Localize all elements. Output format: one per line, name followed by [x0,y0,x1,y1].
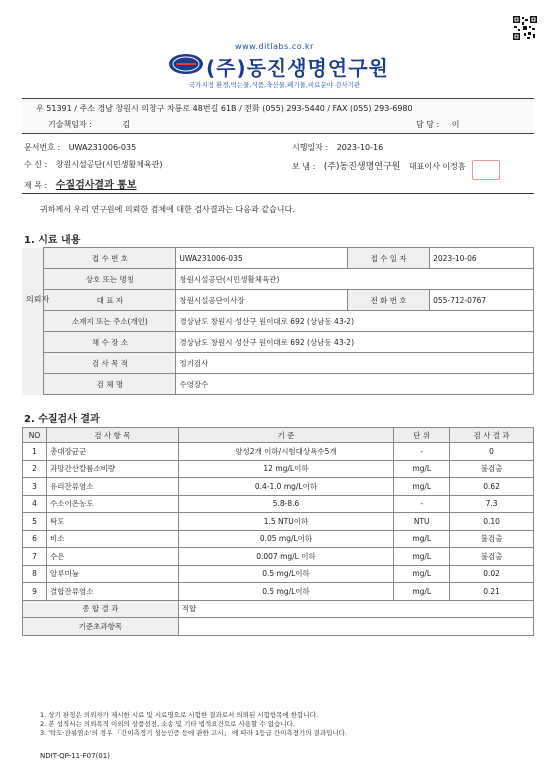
official-seal [472,160,500,180]
company-logo-icon [168,53,204,75]
subject-value: 수질검사결과 통보 [55,180,137,191]
table-row [23,478,534,496]
row-item: 수은 [46,548,178,566]
row-std: 1.5 NTU이하 [178,513,394,531]
row-unit: mg/L [394,565,450,583]
phone-value: 055-712-0767 [430,290,534,311]
row-result: 불검출 [450,530,534,548]
row-unit: mg/L [394,530,450,548]
results-table [22,427,534,636]
row-item: 비소 [46,530,178,548]
receipt-no-label: 접 수 번 호 [44,248,176,269]
org-name: (주)동진생명연구원 [206,56,389,80]
col-std: 기 준 [178,428,394,443]
sampling-label: 채 수 장 소 [44,332,176,353]
recipient [24,159,163,170]
row-result: 0.02 [450,565,534,583]
sample-label: 검 체 명 [44,374,176,395]
location-value: 경상남도 창원시 성산구 원이대로 692 (상남동 43-2) [176,311,534,332]
row-item: 과망간산칼륨소비량 [46,460,178,478]
row-no: 7 [23,548,47,566]
sender-title: 대표이사 이정흠 [408,162,466,171]
exceed-value [178,618,533,636]
table-row [23,548,534,566]
col-item: 검 사 항 목 [46,428,178,443]
row-unit: - [394,443,450,461]
client-label: 의뢰자 [26,295,50,304]
row-unit: mg/L [394,478,450,496]
row-std: 0.5 mg/L이하 [178,565,394,583]
receipt-date-label: 접 수 일 자 [348,248,430,269]
doc-number-label: 문서번호 : [24,143,61,152]
col-result: 검 사 결 과 [450,428,534,443]
note-3: 3. '탁도·잔류염소'의 경우 「간이측정기 성능인증 등에 관한 고시」 에 따라 1등급 간이측정기의 결과입니다. [40,729,347,737]
row-result: 0.21 [450,583,534,601]
form-number: NDIT-QP-11-F07(01) [40,752,110,760]
table-row [23,530,534,548]
row-result: 0.10 [450,513,534,531]
person-in-charge [416,119,460,130]
overall-label: 종 합 결 과 [23,600,179,618]
row-std: 양성2개 이하/시험대상욕수5개 [178,443,394,461]
recipient-label: 수 신 : [24,160,48,169]
results-header-row [23,428,534,443]
exceed-label: 기준초과항목 [23,618,179,636]
person-value: 이 [451,120,460,129]
sender-label: 보 냄 : [292,162,316,171]
person-label: 담 당 : [416,120,440,129]
row-unit: mg/L [394,548,450,566]
tech-manager-label: 기술책임자 : [48,120,92,129]
col-no: NO [23,428,47,443]
row-unit: - [394,495,450,513]
rep-label: 대 표 자 [44,290,176,311]
table-row [23,513,534,531]
row-result: 0 [450,443,534,461]
row-no: 4 [23,495,47,513]
row-no: 8 [23,565,47,583]
purpose-value: 정기검사 [176,353,534,374]
note-2: 2. 본 성적서는 의뢰목적 이외의 상품선전, 소송 및 기타 법적요건으로 사용할 수 없습니다. [40,720,295,728]
row-result: 불검출 [450,460,534,478]
row-result: 0.62 [450,478,534,496]
table-row [23,495,534,513]
row-no: 3 [23,478,47,496]
row-item: 총대장균군 [46,443,178,461]
sender [292,159,466,172]
row-result: 7.3 [450,495,534,513]
row-item: 알루미늄 [46,565,178,583]
row-no: 1 [23,443,47,461]
row-std: 0.05 mg/L이하 [178,530,394,548]
row-no: 2 [23,460,47,478]
address-line: 우 51391 / 주소 경남 창원시 의창구 차룡로 48번길 61B / 전화 (055) 293-5440 / FAX (055) 293-6980 [36,104,413,113]
qr-code-icon [512,12,538,44]
row-std: 5.8-8.6 [178,495,394,513]
test-date [292,142,383,153]
row-no: 9 [23,583,47,601]
org-tagline: 국가지정 환경,먹는물,식품,축산물,폐기물,비료분야 검사기관 [188,81,361,89]
col-unit: 단 위 [394,428,450,443]
row-std: 0.007 mg/L 이하 [178,548,394,566]
row-item: 수소이온농도 [46,495,178,513]
row-item: 탁도 [46,513,178,531]
sender-value: (주)동진생명연구원 [323,162,401,172]
note-1: 1. 상기 판정은 의뢰자가 제시한 시료 및 시료명으로 시험한 결과로서 의뢰된 시험항목에 한합니다. [40,711,318,719]
divider [22,193,534,194]
table-row [23,565,534,583]
phone-label: 전 화 번 호 [348,290,430,311]
recipient-value: 창원시설공단(시민생활체육관) [55,160,163,169]
table-row [23,443,534,461]
test-date-label: 시행일자 : [292,143,329,152]
receipt-date-value: 2023-10-06 [430,248,534,269]
doc-number-value: UWA231006-035 [68,143,137,152]
row-no: 5 [23,513,47,531]
row-item: 유리잔류염소 [46,478,178,496]
sample-value: 수영장수 [176,374,534,395]
purpose-label: 검 사 목 적 [44,353,176,374]
row-unit: mg/L [394,460,450,478]
sampling-value: 경상남도 창원시 성산구 원이대로 692 (상남동 43-2) [176,332,534,353]
row-item: 결합잔류염소 [46,583,178,601]
section1-title: 1. 시료 내용 [24,235,81,246]
row-std: 0.4-1.0 mg/L이하 [178,478,394,496]
subject-label: 제 목 : [24,181,48,190]
sample-info-table [22,247,534,395]
row-std: 12 mg/L이하 [178,460,394,478]
tech-manager-value: 김 [122,120,131,129]
website-url: www.ditlabs.co.kr [235,42,314,51]
row-unit: NTU [394,513,450,531]
table-row [23,460,534,478]
tech-manager [48,119,130,130]
rep-value: 창원시설공단이사장 [176,290,348,311]
row-no: 6 [23,530,47,548]
row-unit: mg/L [394,583,450,601]
greeting: 귀하께서 우리 연구원에 의뢰한 검체에 대한 검사결과는 다음과 같습니다. [40,205,295,214]
company-label: 상호 또는 명칭 [44,269,176,290]
row-std: 0.5 mg/L이하 [178,583,394,601]
company-value: 창원시설공단(시민생활체육관) [176,269,534,290]
table-row [23,583,534,601]
section2-title: 2. 수질검사 결과 [24,414,100,425]
location-label: 소재지 또는 주소(개인) [44,311,176,332]
doc-number [24,142,136,153]
receipt-no-value: UWA231006-035 [176,248,348,269]
overall-value: 적합 [178,600,533,618]
subject [24,176,137,191]
test-date-value: 2023-10-16 [336,143,384,152]
row-result: 불검출 [450,548,534,566]
